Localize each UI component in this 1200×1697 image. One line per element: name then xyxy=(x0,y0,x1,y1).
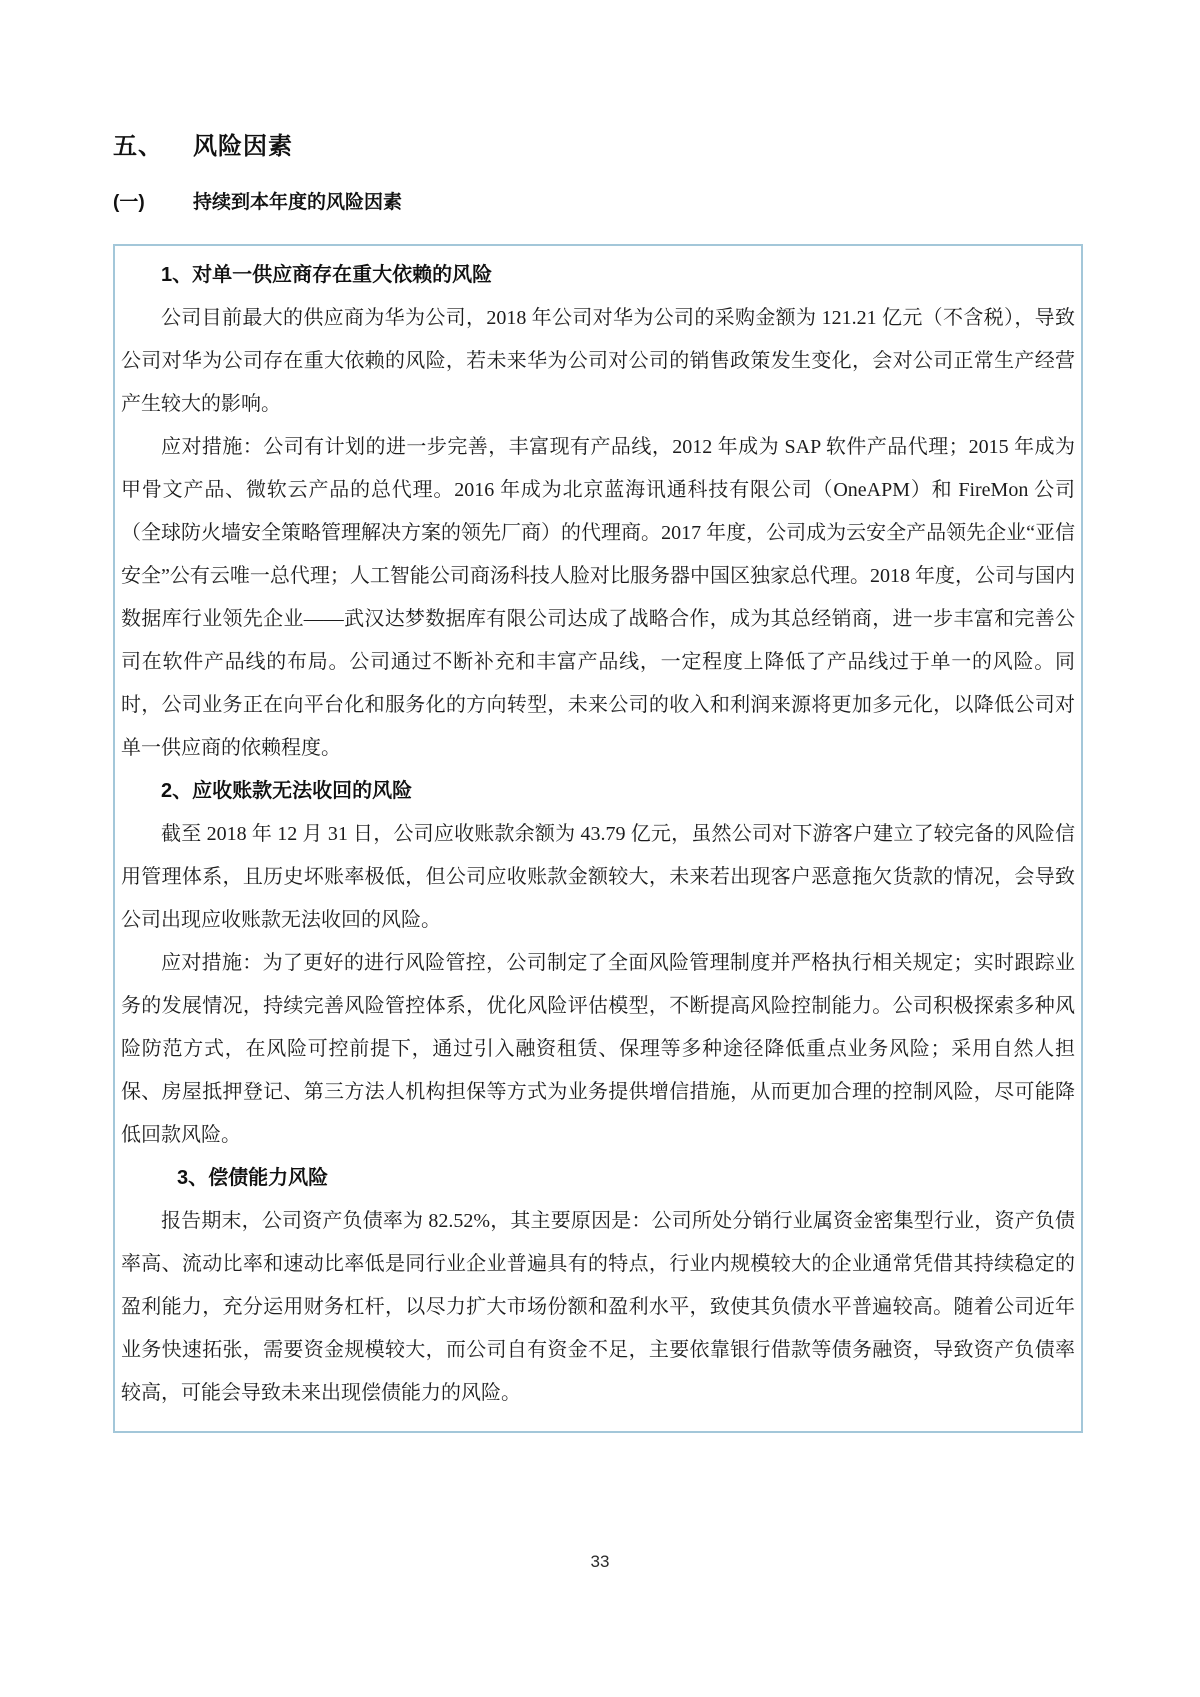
risk-item-2-paragraph-1: 截至 2018 年 12 月 31 日，公司应收账款余额为 43.79 亿元，虽然公司对下游客户建立了较完备的风险信用管理体系，且历史坏账率极低，但公司应收账款金额较大，未来若出现客户恶意拖欠货款的情况，会导致公司出现应收账款无法收回的风险。 xyxy=(121,823,1075,931)
section-heading xyxy=(113,126,1083,161)
subsection-title: 持续到本年度的风险因素 xyxy=(193,192,403,213)
risk-factors-box xyxy=(113,244,1083,1433)
risk-item-3-paragraph-1: 报告期末，公司资产负债率为 82.52%，其主要原因是：公司所处分销行业属资金密集型行业，资产负债率高、流动比率和速动比率低是同行业企业普遍具有的特点，行业内规模较大的企业通常凭借其持续稳定的盈利能力，充分运用财务杠杆，以尽力扩大市场份额和盈利水平，致使其负债水平普遍较高。随着公司近年业务快速拓张，需要资金规模较大，而公司自有资金不足，主要依靠银行借款等债务融资，导致资产负债率较高，可能会导致未来出现偿债能力的风险。 xyxy=(121,1210,1075,1404)
subsection-heading xyxy=(113,187,1083,214)
risk-item-1-title: 1、对单一供应商存在重大依赖的风险 xyxy=(161,264,493,286)
page-number: 33 xyxy=(590,1552,610,1571)
risk-item-2-title: 2、应收账款无法收回的风险 xyxy=(161,780,413,802)
risk-item-1-paragraph-1: 公司目前最大的供应商为华为公司，2018 年公司对华为公司的采购金额为 121.21 亿元（不含税），导致公司对华为公司存在重大依赖的风险，若未来华为公司对公司的销售政策发生变化，会对公司正常生产经营产生较大的影响。 xyxy=(121,307,1075,415)
subsection-number: (一) xyxy=(113,192,145,213)
section-title: 风险因素 xyxy=(193,133,293,160)
section-number: 五、 xyxy=(113,133,163,160)
risk-item-3-title: 3、偿债能力风险 xyxy=(177,1167,329,1189)
risk-item-1-paragraph-2: 应对措施：公司有计划的进一步完善，丰富现有产品线，2012 年成为 SAP 软件产品代理；2015 年成为甲骨文产品、微软云产品的总代理。2016 年成为北京蓝海讯通科技有限公司（OneAPM）和 FireMon 公司（全球防火墙安全策略管理解决方案的领先厂商）的代理商。2017 年度，公司成为云安全产品领先企业“亚信安全”公有云唯一总代理；人工智能公司商汤科技人脸对比服务器中国区独家总代理。2018 年度，公司与国内数据库行业领先企业——武汉达梦数据库有限公司达成了战略合作，成为其总经销商，进一步丰富和完善公司在软件产品线的布局。公司通过不断补充和丰富产品线，一定程度上降低了产品线过于单一的风险。同时，公司业务正在向平台化和服务化的方向转型，未来公司的收入和利润来源将更加多元化，以降低公司对单一供应商的依赖程度。 xyxy=(121,436,1075,759)
risk-item-2-paragraph-2: 应对措施：为了更好的进行风险管控，公司制定了全面风险管理制度并严格执行相关规定；实时跟踪业务的发展情况，持续完善风险管控体系，优化风险评估模型，不断提高风险控制能力。公司积极探索多种风险防范方式，在风险可控前提下，通过引入融资租赁、保理等多种途径降低重点业务风险；采用自然人担保、房屋抵押登记、第三方法人机构担保等方式为业务提供增信措施，从而更加合理的控制风险，尽可能降低回款风险。 xyxy=(121,952,1075,1146)
